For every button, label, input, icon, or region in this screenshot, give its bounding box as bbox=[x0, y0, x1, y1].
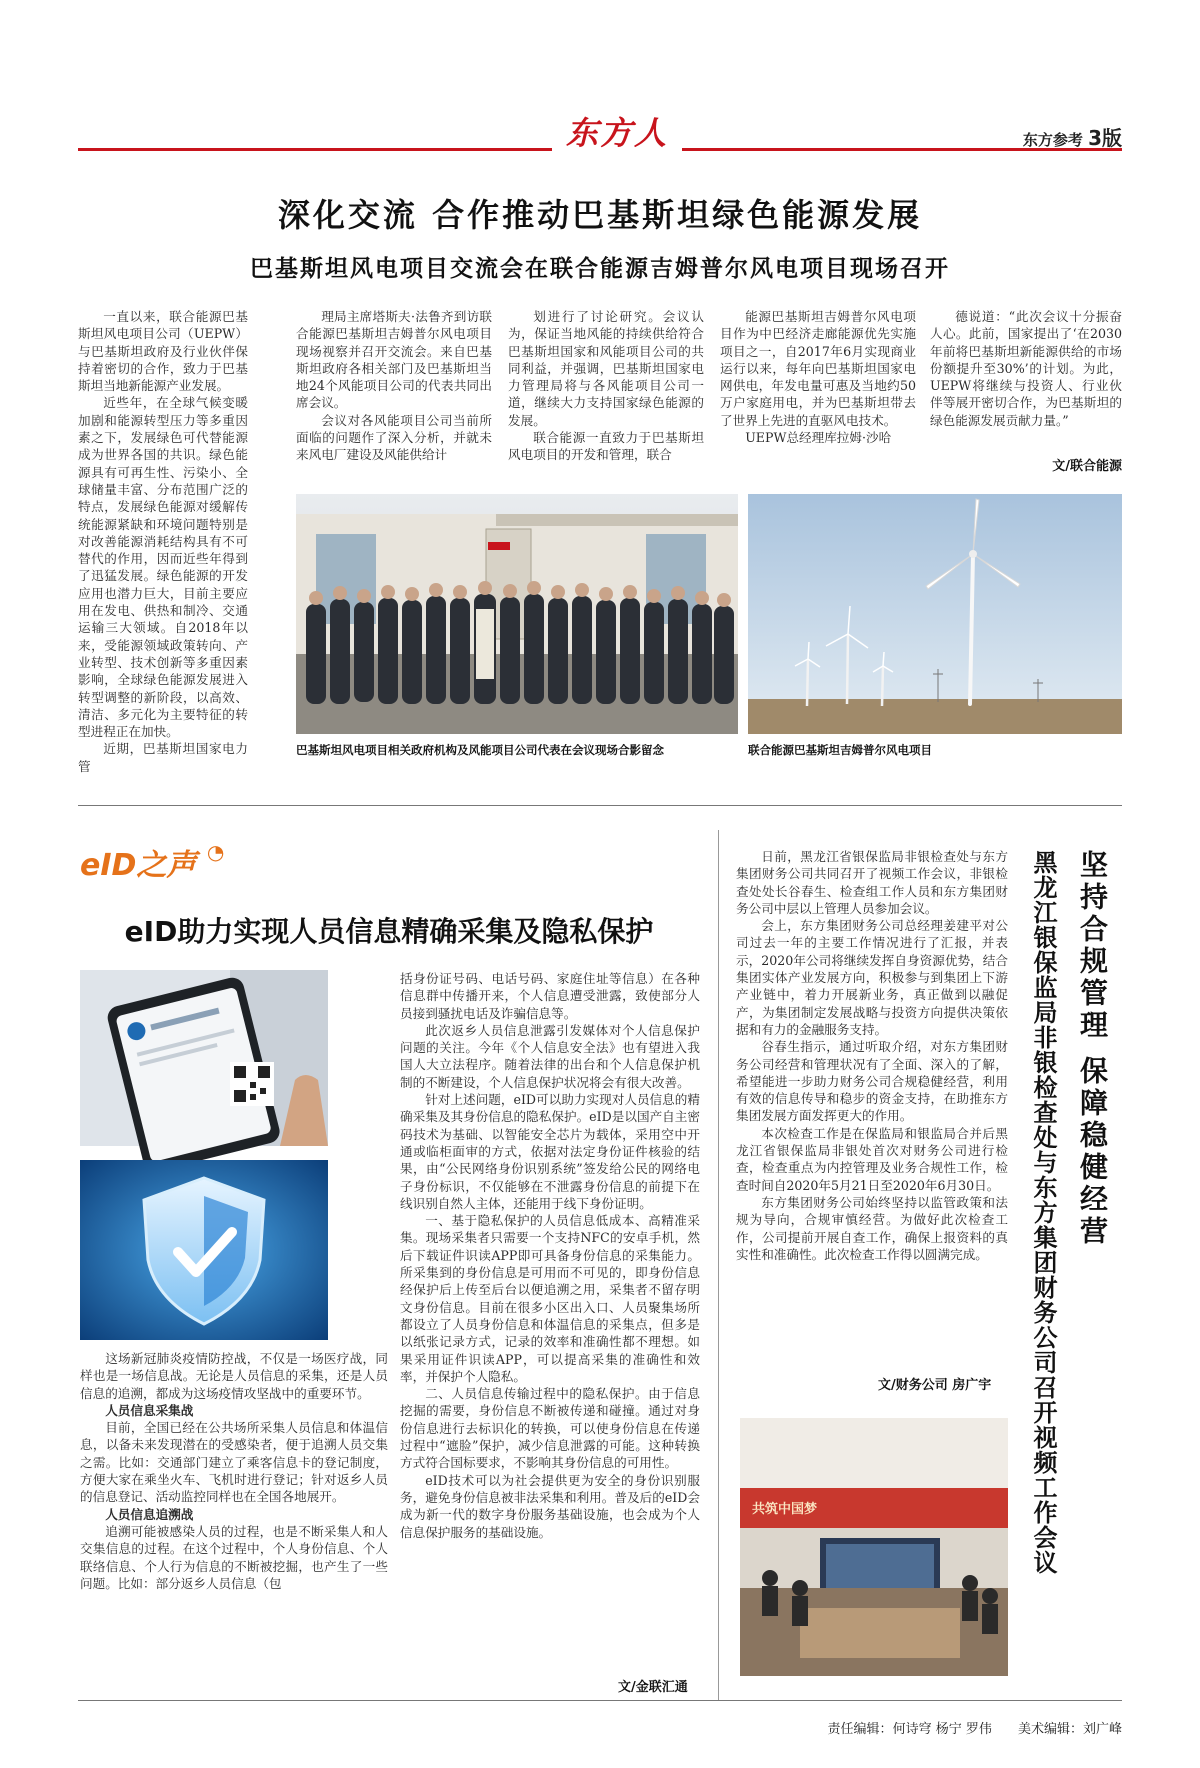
article3-text bbox=[736, 848, 1008, 1368]
article2-right-p4: 一、基于隐私保护的人员信息低成本、高精准采集。现场采集者只需要一个支持NFC的安卓手机，然后下载证件识读APP即可具备身份信息的采集能力。所采集到的身份信息是可用而不可见的，即身份信息经保护后上传至后台以便追溯之用，采集者不留存明文身份信息。目前在很多小区出入口、人员聚集场所都设立了人员身份信息和体温信息的采集点，但多是以纸张记录方式，记录的效率和准确性都不理想。如果采用证件识读APP，可以提高采集的准确性和效率，并保护个人隐私。 bbox=[400, 1213, 700, 1384]
article1-headline: 深化交流 合作推动巴基斯坦绿色能源发展 bbox=[277, 196, 923, 234]
article3-title-main: 坚持合规管理 保障稳健经营 bbox=[1076, 850, 1109, 1248]
article3-p4: 本次检查工作是在保监局和银监局合并后黑龙江省银保监局非银处首次对财务公司进行检查，检查重点为内控管理及业务合规性工作，检查时间自2020年5月21日至2020年6月30日。 bbox=[736, 1125, 1008, 1193]
article1-col2 bbox=[296, 308, 492, 468]
edition-label bbox=[1023, 122, 1122, 151]
article1-col1-p2: 近些年，在全球气候变暖加剧和能源转型压力等多重因素之下，发展绿色可代替能源成为世界各国的共识。绿色能源具有可再生性、污染小、全球储量丰富、分布范围广泛的特点，发展绿色能源对缓解传统能源紧缺和环境问题特别是对改善能源消耗结构具有不可替代的作用，因而近些年得到了迅猛发展。绿色能源的开发应用也潜力巨大，目前主要应用在发电、供热和制冷、交通运输三大领域。自2018年以来，受能源领域政策转向、产业转型、技术创新等多重因素影响，全球绿色能源发展进入转型调整的新阶段，以高效、清洁、多元化为主要特征的转型进程正在加快。 bbox=[78, 395, 248, 740]
article1-col1-p1: 一直以来，联合能源巴基斯坦风电项目公司（UEPW）与巴基斯坦政府及行业伙伴保持着密切的合作，致力于巴基斯坦当地新能源产业发展。 bbox=[78, 309, 248, 394]
article2-right-p1: 括身份证号码、电话号码、家庭住址等信息）在各种信息群中传播开来，个人信息遭受泄露，致使部分人员接到骚扰电话及诈骗信息等。 bbox=[400, 971, 700, 1021]
article3-p5: 东方集团财务公司始终坚持以监管政策和法规为导向，合规审慎经营。为做好此次检查工作，公司提前开展自查工作，确保上报资料的真实性和准确性。此次检查工作得以圆满完成。 bbox=[736, 1194, 1008, 1262]
eid-logo-text: eID之声 bbox=[80, 848, 197, 883]
editor-label: 责任编辑： bbox=[827, 1722, 893, 1737]
shield-icon bbox=[80, 1160, 328, 1340]
article3-p2: 会上，东方集团财务公司总经理姜建平对公司过去一年的主要工作情况进行了汇报，并表示，2020年公司将继续发挥自身资源优势，结合集团实体产业发展方向，积极参与到集团上下游产业链中，着力开展新业务，真正做到以融促产，为集团制定发展战略与投资方向提供决策依据和有力的金融服务支持。 bbox=[736, 918, 1008, 1037]
article3-p1: 日前，黑龙江省银保监局非银检查处与东方集团财务公司共同召开了视频工作会议，非银检查处处长谷春生、检查组工作人员和东方集团财务公司中层以上管理人员参加会议。 bbox=[736, 849, 1008, 916]
article1-col4-p1: 能源巴基斯坦吉姆普尔风电项目作为中巴经济走廊能源优先实施项目之一，自2017年6月实现商业运行以来，每年向巴基斯坦国家电网供电，年发电量可惠及当地约50万户家庭用电，并为巴基斯坦带去了世界上先进的直驱风电技术。 bbox=[720, 309, 916, 428]
article1-col5 bbox=[930, 308, 1122, 453]
article2-subheading-1: 人员信息采集战 bbox=[105, 1402, 194, 1418]
article2-right-p6: eID技术可以为社会提供更为安全的身份识别服务，避免身份信息被非法采集和利用。普及后的eID会成为新一代的数字身份服务基础设施，也会成为个人信息保护服务的基础设施。 bbox=[400, 1472, 700, 1540]
article1-col5-p1: 德说道：“此次会议十分振奋人心。此前，国家提出了‘在2030年前将巴基斯坦新能源供给的市场份额提升至30%’的计划。为此，UEPW将继续与投资人、行业伙伴等展开密切合作，为巴基斯坦的绿色能源发展贡献力量。” bbox=[930, 309, 1122, 428]
footer-credits bbox=[822, 1718, 1122, 1737]
article1-subhead: 巴基斯坦风电项目交流会在联合能源吉姆普尔风电项目现场召开 bbox=[250, 256, 950, 282]
article2-right-text bbox=[400, 970, 700, 1674]
article2-subheading-2: 人员信息追溯战 bbox=[105, 1506, 194, 1522]
article2-left-p2: 目前，全国已经在公共场所采集人员信息和体温信息，以备未来发现潜在的受感染者，便于追溯人员交集之需。比如：交通部门建立了乘客信息卡的登记制度，方便大家在乘坐火车、飞机时进行登记；针对返乡人员的信息登记、活动监控同样也在全国各地展开。 bbox=[80, 1420, 388, 1505]
wind-turbine-image bbox=[748, 494, 1122, 734]
art-editor-name: 刘广峰 bbox=[1082, 1722, 1122, 1737]
meeting-photo bbox=[740, 1418, 1008, 1676]
article3-title-sub: 黑龙江银保监局非银检查处与东方集团财务公司召开视频工作会议 bbox=[1029, 850, 1057, 1575]
article2-signature: 文/金联汇通 bbox=[618, 1680, 688, 1695]
article2-right-p5: 二、人员信息传输过程中的隐私保护。由于信息挖掘的需要，身份信息不断被传递和碰撞。通过对身份信息进行去标识化的转换，可以使身份信息在传递过程中“遮脸”保护，减少信息泄露的可能。这种转换方式符合国标要求，不影响其身份信息的可用性。 bbox=[400, 1386, 700, 1471]
group-photo-image bbox=[296, 494, 738, 734]
article2-right-p2: 此次返乡人员信息泄露引发媒体对个人信息保护问题的关注。今年《个人信息安全法》也有望进入我国人大立法程序。随着法律的出台和个人信息保护机制的不断建设，个人信息保护状况将会有很大改善。 bbox=[400, 1022, 700, 1090]
article1-col2-p2: 会议对各风能项目公司当前所面临的问题作了深入分析，并就未来风电厂建设及风能供给计 bbox=[296, 412, 492, 463]
article1-col3-p1: 划进行了讨论研究。会议认为，保证当地风能的持续供给符合巴基斯坦国家和风能项目公司的共同利益，并强调，巴基斯坦国家电力管理局将与各风能项目公司一道，继续大力支持国家绿色能源的发展。 bbox=[508, 309, 704, 428]
eid-column-logo bbox=[80, 840, 224, 884]
wind-turbine-photo bbox=[748, 494, 1122, 734]
footer-rule bbox=[78, 1700, 1122, 1701]
editor-names: 何诗穹 杨宁 罗伟 bbox=[892, 1722, 992, 1737]
article1-signature: 文/联合能源 bbox=[1052, 459, 1122, 474]
masthead bbox=[78, 108, 1122, 154]
wind-turbine-caption: 联合能源巴基斯坦吉姆普尔风电项目 bbox=[748, 743, 932, 757]
group-photo-caption: 巴基斯坦风电项目相关政府机构及风能项目公司代表在会议现场合影留念 bbox=[296, 743, 664, 757]
article3-signature: 文/财务公司 房广宇 bbox=[878, 1378, 992, 1393]
section-divider bbox=[78, 805, 1122, 806]
article2-headline: eID助力实现人员信息精确采集及隐私保护 bbox=[124, 915, 654, 948]
art-editor-label: 美术编辑： bbox=[1017, 1722, 1083, 1737]
article1-col3-p2: 联合能源一直致力于巴基斯坦风电项目的开发和管理，联合 bbox=[508, 430, 704, 463]
meeting-room-image bbox=[740, 1418, 1008, 1676]
brand-logo: 东方人 bbox=[552, 108, 682, 152]
group-photo bbox=[296, 494, 738, 734]
phone-qr-illustration bbox=[80, 970, 328, 1146]
article3-p3: 谷春生指示，通过听取介绍，对东方集团财务公司经营和管理状况有了全面、深入的了解，希望能进一步助力财务公司合规稳健经营，利用有效的信息传导和稳步的资金支持，在助推东方集团发展方面发挥更大的作用。 bbox=[736, 1039, 1008, 1124]
article1-col1-p3: 近期，巴基斯坦国家电力管 bbox=[78, 741, 248, 774]
article1-col1 bbox=[78, 308, 248, 774]
article1-col2-p1: 理局主席塔斯夫·法鲁齐到访联合能源巴基斯坦吉姆普尔风电项目现场视察并召开交流会。来自巴基斯坦政府各相关部门及巴基斯坦当地24个风能项目公司的代表共同出席会议。 bbox=[296, 309, 492, 411]
shield-image bbox=[80, 1160, 328, 1340]
article2-left-p3: 追溯可能被感染人员的过程，也是不断采集人和人交集信息的过程。在这个过程中，个人身份信息、个人联络信息、个人行为信息的不断被挖掘，也产生了一些问题。比如：部分返乡人员信息（包 bbox=[80, 1523, 388, 1591]
article2-right-p3: 针对上述问题，eID可以助力实现对人员信息的精确采集及其身份信息的隐私保护。eID是以国产自主密码技术为基础、以智能安全芯片为载体，采用空中开通或临柜面审的方式，依据对法定身份证件核验的结果，由“公民网络身份识别系统”签发给公民的网络电子身份标识，不仅能够在不泄露身份信息的前提下在线识别自然人主体，还能用于线下身份证明。 bbox=[400, 1092, 700, 1211]
article1-col4-p2: UEPW总经理库拉姆·沙哈 bbox=[745, 430, 892, 446]
article1-col3 bbox=[508, 308, 704, 468]
article2-left-text bbox=[80, 1350, 388, 1694]
meeting-banner-text: 共筑中国梦 bbox=[752, 1502, 818, 1517]
signal-icon: ◔ bbox=[206, 840, 225, 864]
phone-qr-image bbox=[80, 970, 328, 1146]
article1-col4 bbox=[720, 308, 916, 468]
edition-section: 东方参考 bbox=[1022, 131, 1083, 149]
article2-left-p1: 这场新冠肺炎疫情防控战，不仅是一场医疗战，同样也是一场信息战。无论是人员信息的采集，还是人员信息的追溯，都成为这场疫情攻坚战中的重要环节。 bbox=[80, 1351, 388, 1401]
column-divider bbox=[718, 830, 719, 1700]
edition-number: 3版 bbox=[1088, 126, 1122, 150]
